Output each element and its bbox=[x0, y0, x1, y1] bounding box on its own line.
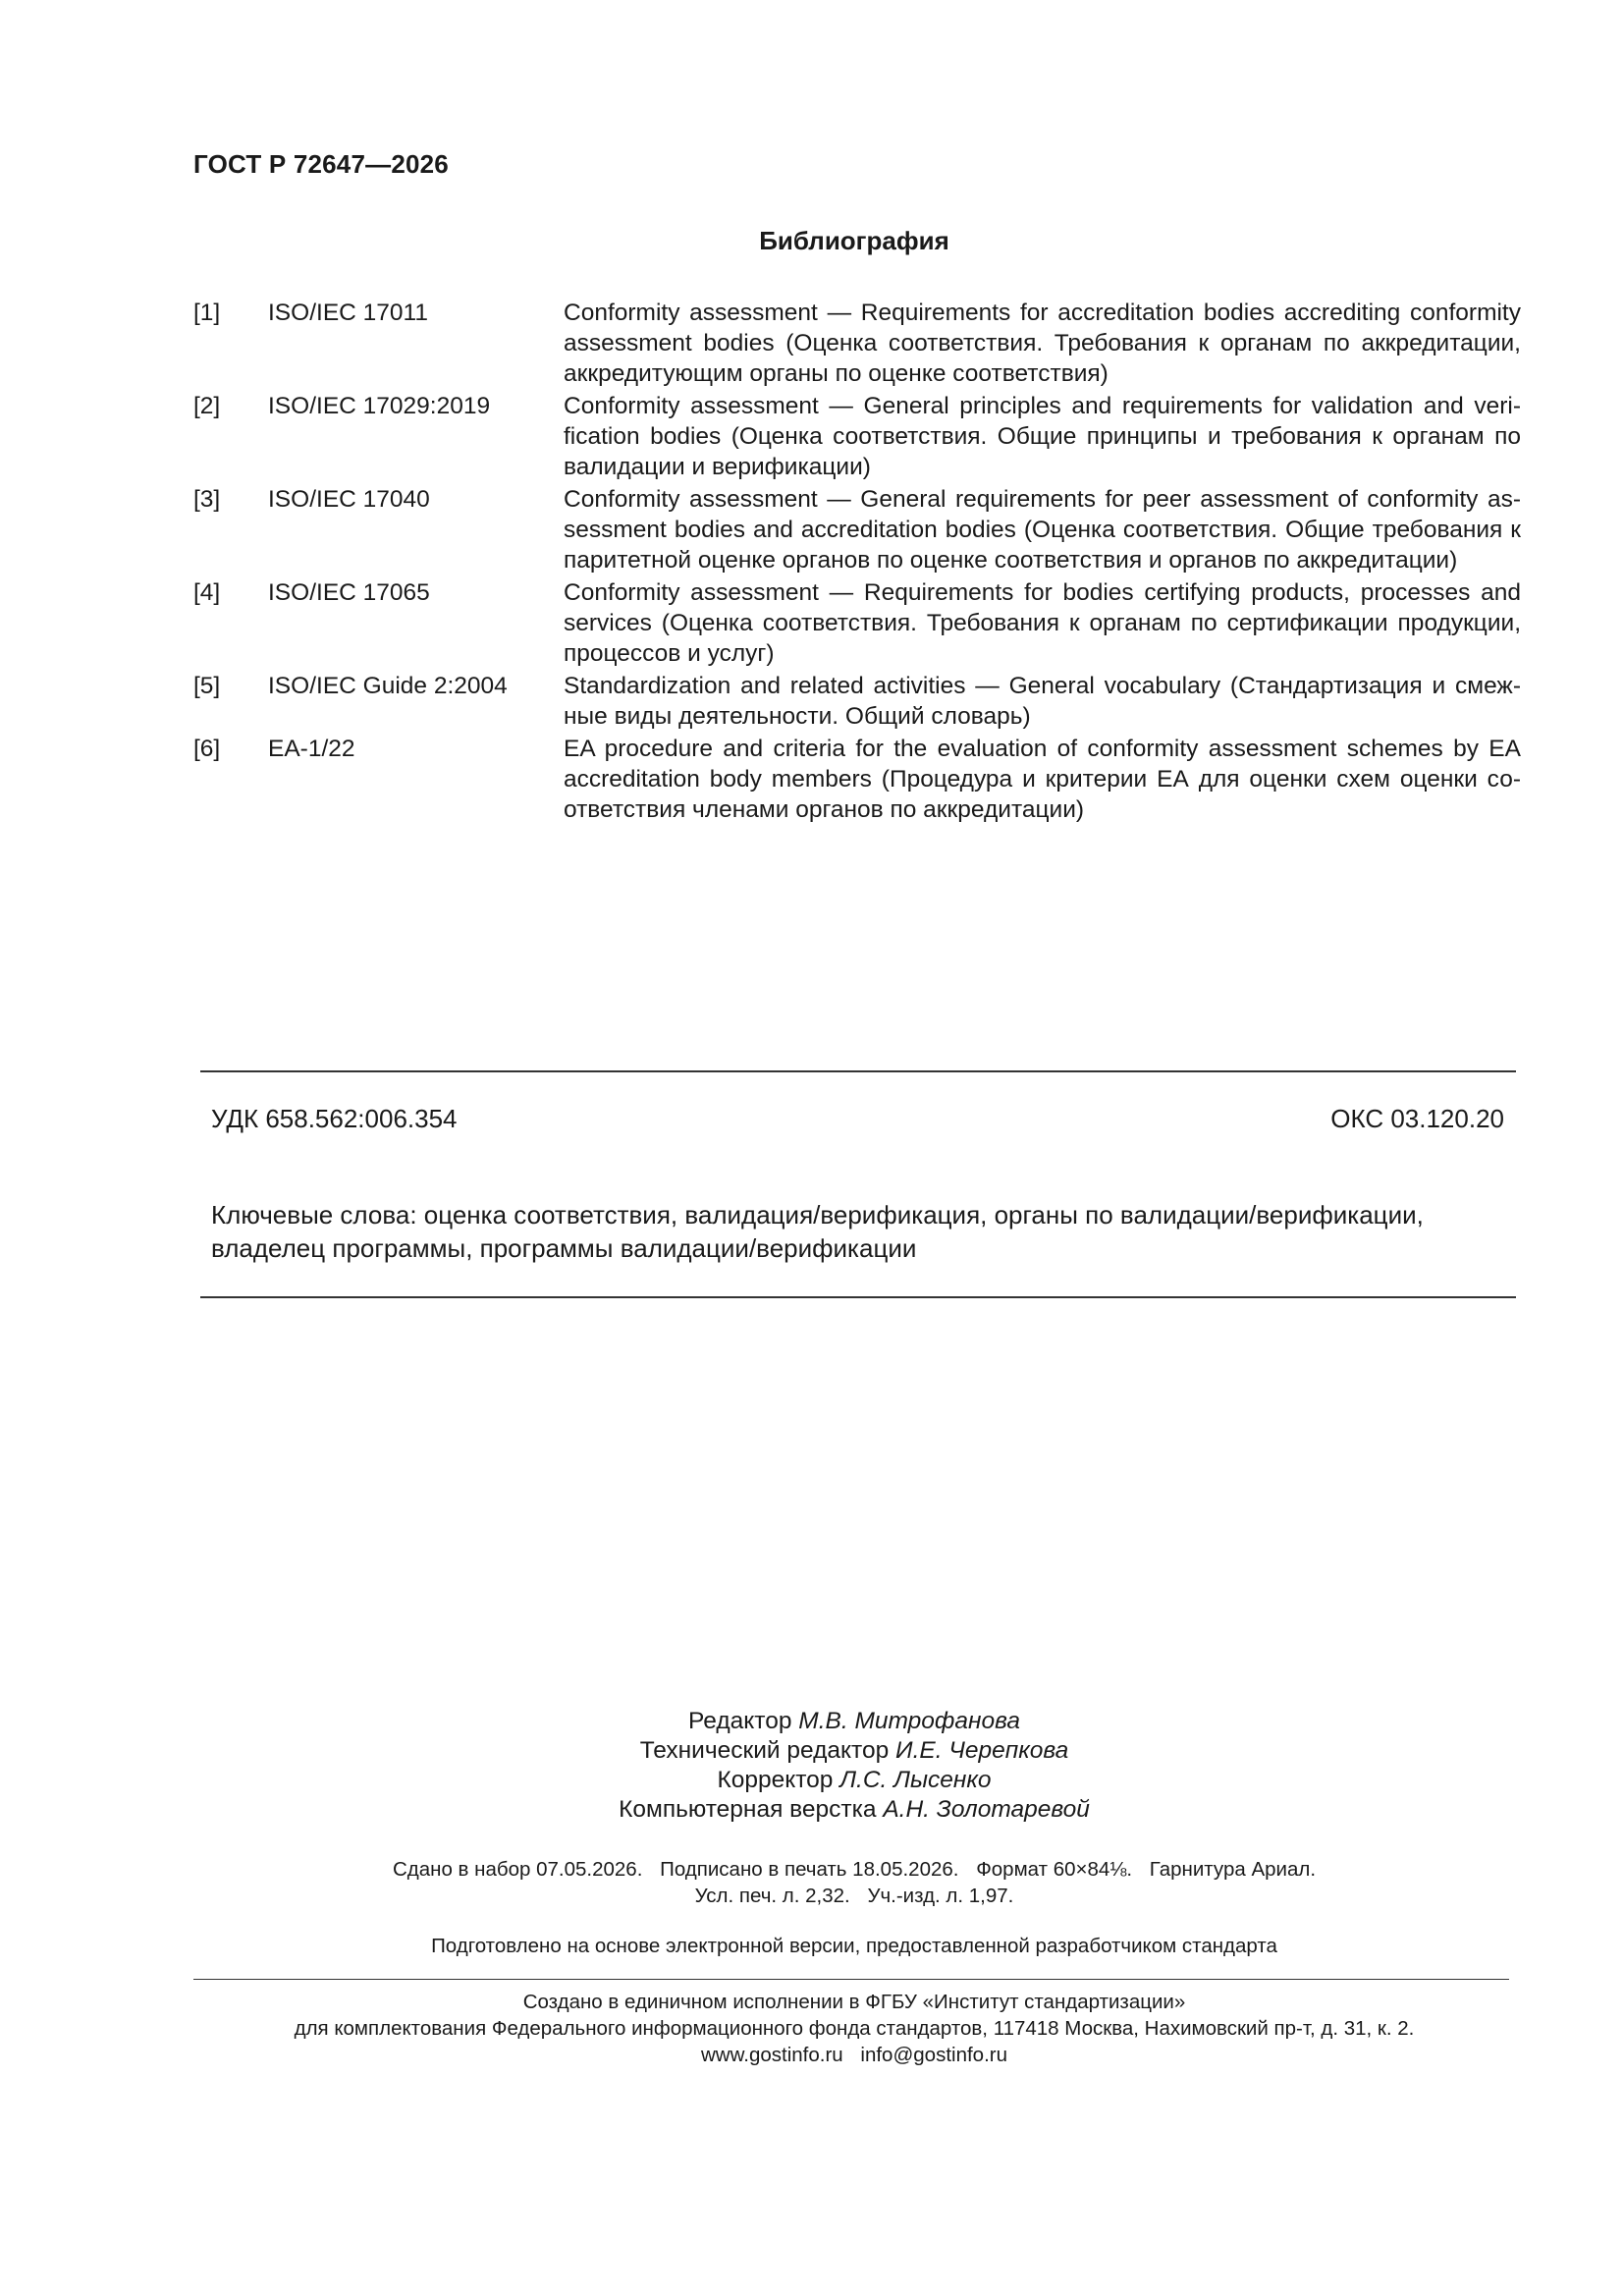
entry-number: [6] bbox=[193, 736, 221, 762]
typeface: Гарнитура Ариал. bbox=[1149, 1858, 1317, 1881]
credit-name: М.В. Митрофанова bbox=[798, 1708, 1020, 1734]
bibliography-entry bbox=[193, 671, 1521, 732]
prepared-note: Подготовлено на основе электронной версии, предоставленной разработчиком стандарта bbox=[431, 1935, 1277, 1957]
credit-role: Компьютерная верстка bbox=[619, 1796, 877, 1823]
credit-technical-editor bbox=[0, 1736, 1623, 1766]
credit-role: Корректор bbox=[717, 1767, 834, 1793]
divider bbox=[193, 1979, 1509, 1980]
publication-info bbox=[0, 1856, 1623, 1909]
entry-code: EA-1/22 bbox=[268, 736, 355, 762]
publication-line-1 bbox=[0, 1856, 1623, 1883]
footer-line-2: для комплектования Федерального информационного фонда стандартов, 117418 Москва, Нахимовский пр-т, д. 31, к. 2. bbox=[294, 2017, 1415, 2040]
entry-text: EA procedure and criteria for the evaluation of conformity assessment schemes by EA accreditation body members (Процедура и критерии ЕА для оценки схем оценки соответствия членами органов по аккредитации) bbox=[564, 736, 1521, 823]
print-sheets: Усл. печ. л. 2,32. bbox=[694, 1885, 850, 1907]
document-code: ГОСТ Р 72647—2026 bbox=[193, 149, 449, 179]
entry-code: ISO/IEC 17011 bbox=[268, 300, 428, 326]
footer-line-1: Создано в единичном исполнении в ФГБУ «Институт стандартизации» bbox=[522, 1991, 1186, 2013]
bibliography-entry bbox=[193, 298, 1521, 389]
credit-role: Технический редактор bbox=[639, 1737, 890, 1764]
publication-line-2 bbox=[0, 1883, 1623, 1909]
entry-code: ISO/IEC 17029:2019 bbox=[268, 393, 491, 419]
entry-number: [4] bbox=[193, 579, 221, 606]
entry-text: Conformity assessment — Requirements for bodies certifying products, processes and services (Оценка соответствия. Требования к органам по сертификации продукции, процессов и услуг) bbox=[564, 579, 1521, 667]
paper-format: Формат 60×84⅛. bbox=[976, 1858, 1133, 1881]
entry-text: Conformity assessment — General principles and requirements for validation and verification bodies (Оценка соответствия. Общие принципы и требования к органам по валидации и верификации) bbox=[564, 393, 1521, 480]
entry-code: ISO/IEC Guide 2:2004 bbox=[268, 673, 508, 699]
credit-proofreader bbox=[0, 1766, 1623, 1795]
entry-text: Conformity assessment — General requirements for peer assessment of conformity assessment bodies and accreditation bodies (Оценка соответствия. Общие требования к паритетной оценке органов по оценке соответствия и органов по аккредитации) bbox=[564, 486, 1521, 574]
oks-code: ОКС 03.120.20 bbox=[1330, 1104, 1504, 1133]
entry-text: Conformity assessment — Requirements for accreditation bodies accrediting conformity assessment bodies (Оценка соответствия. Требования к органам по аккредитации, аккредитующим органы по оценке соответствия) bbox=[564, 300, 1521, 387]
udk-code: УДК 658.562:006.354 bbox=[211, 1104, 458, 1133]
email-link[interactable]: info@gostinfo.ru bbox=[860, 2044, 1007, 2066]
entry-text: Standardization and related activities — General vocabulary (Стандартизация и смежные виды деятельности. Общий словарь) bbox=[564, 673, 1521, 730]
signed-date: Подписано в печать 18.05.2026. bbox=[660, 1858, 959, 1881]
entry-number: [1] bbox=[193, 300, 221, 326]
credit-role: Редактор bbox=[688, 1708, 792, 1734]
entry-number: [5] bbox=[193, 673, 221, 699]
entry-code: ISO/IEC 17065 bbox=[268, 579, 430, 606]
entry-number: [2] bbox=[193, 393, 221, 419]
bibliography-entry bbox=[193, 484, 1521, 575]
credits-block bbox=[0, 1707, 1623, 1825]
entry-code: ISO/IEC 17040 bbox=[268, 486, 430, 513]
typeset-date: Сдано в набор 07.05.2026. bbox=[392, 1858, 643, 1881]
entry-number: [3] bbox=[193, 486, 221, 513]
footer bbox=[0, 1989, 1623, 2068]
credit-editor bbox=[0, 1707, 1623, 1736]
footer-contacts bbox=[0, 2042, 1623, 2068]
credit-name: Л.С. Лысенко bbox=[839, 1767, 992, 1793]
credit-layout bbox=[0, 1795, 1623, 1825]
bibliography-entry bbox=[193, 391, 1521, 482]
bibliography-list bbox=[193, 298, 1521, 827]
bibliography-entry bbox=[193, 734, 1521, 825]
edit-sheets: Уч.-изд. л. 1,97. bbox=[867, 1885, 1014, 1907]
divider bbox=[200, 1070, 1516, 1072]
credit-name: А.Н. Золотаревой bbox=[883, 1796, 1090, 1823]
keywords: Ключевые слова: оценка соответствия, валидация/верификация, органы по валидации/верификации, владелец программы, программы валидации/верификации bbox=[211, 1200, 1424, 1263]
credit-name: И.Е. Черепкова bbox=[895, 1737, 1069, 1764]
bibliography-title: Библиография bbox=[759, 226, 949, 255]
divider bbox=[200, 1296, 1516, 1298]
bibliography-entry bbox=[193, 577, 1521, 669]
website-link[interactable]: www.gostinfo.ru bbox=[701, 2044, 843, 2066]
